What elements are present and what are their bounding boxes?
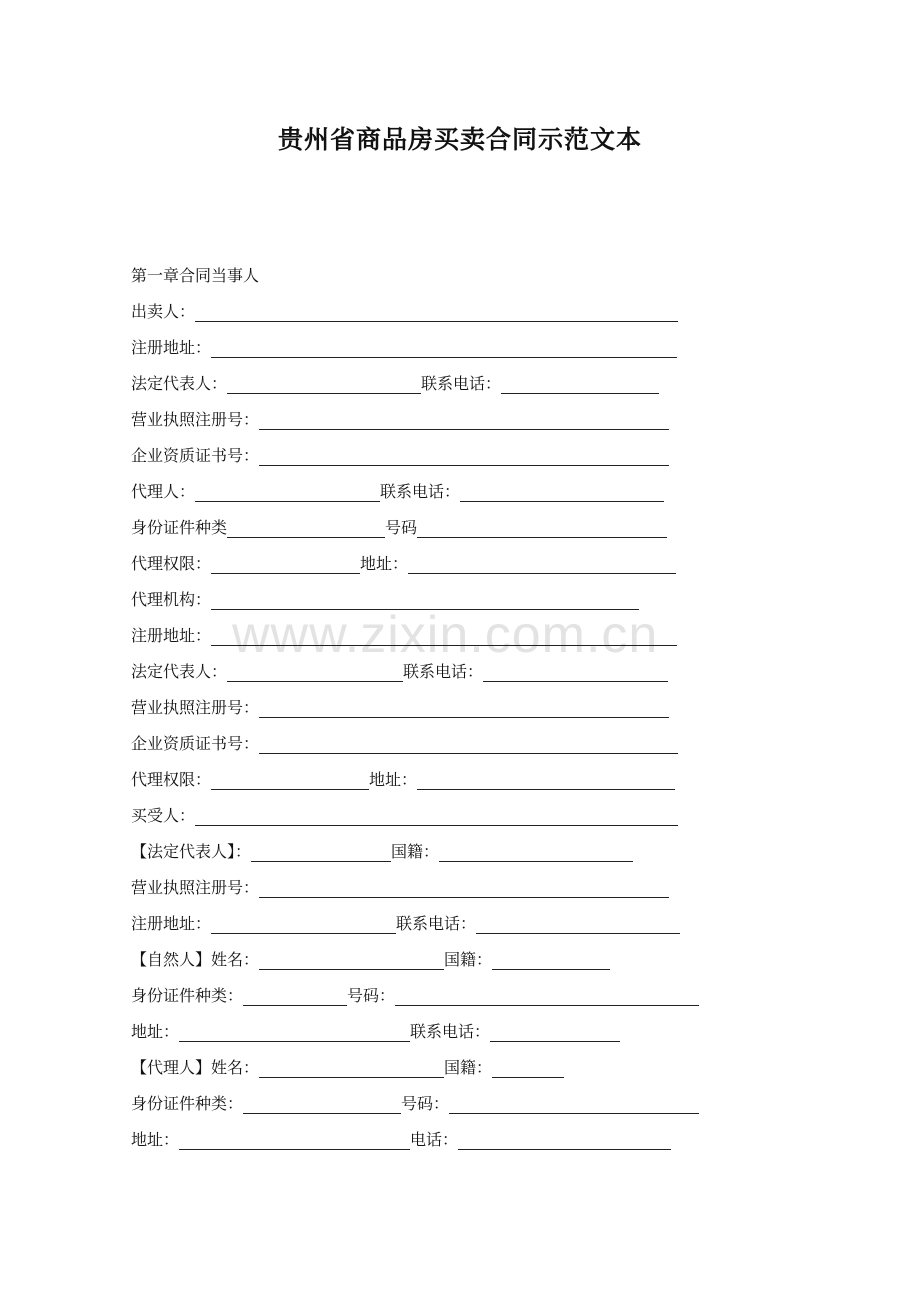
fill-line[interactable] [439,860,633,862]
field-label: 身份证件种类： [131,986,244,1005]
form-row [131,938,731,974]
fill-line[interactable] [179,1040,410,1042]
form-row [131,506,731,542]
field-label: 联系电话： [410,1022,491,1041]
field-label: 代理权限： [131,554,212,573]
form-row [131,974,731,1010]
field-label: 【自然人】姓名： [131,950,260,969]
field-label: 国籍： [391,842,440,861]
fill-line[interactable] [259,1076,444,1078]
field-label: 地址： [131,1130,180,1149]
fill-line[interactable] [243,1004,347,1006]
field-label: 国籍： [444,950,493,969]
fill-line[interactable] [211,644,677,646]
fill-line[interactable] [417,536,667,538]
form-row [131,434,731,470]
field-label: 出卖人： [131,302,196,321]
fill-line[interactable] [227,536,385,538]
fill-line[interactable] [458,1148,671,1150]
form-row [131,290,731,326]
fill-line[interactable] [179,1148,410,1150]
chapter-title: 第一章合同当事人 [131,266,260,285]
fill-line[interactable] [195,824,678,826]
field-label: 注册地址： [131,914,212,933]
field-label: 代理机构： [131,590,212,609]
form-row [131,470,731,506]
form-row [131,1010,731,1046]
form-row [131,902,731,938]
form-row [131,398,731,434]
fill-line[interactable] [417,788,675,790]
chapter-heading [131,260,731,290]
fill-line[interactable] [492,968,610,970]
form-row [131,758,731,794]
field-label: 营业执照注册号： [131,410,260,429]
fill-line[interactable] [259,752,678,754]
fill-line[interactable] [490,1040,620,1042]
fill-line[interactable] [476,932,680,934]
field-label: 号码： [347,986,396,1005]
field-label: 电话： [410,1130,459,1149]
form-body [131,260,731,1154]
fill-line[interactable] [259,464,669,466]
form-row [131,866,731,902]
fill-line[interactable] [211,356,677,358]
fill-line[interactable] [211,608,639,610]
field-label: 联系电话： [380,482,461,501]
form-row [131,614,731,650]
fill-line[interactable] [227,392,421,394]
fill-line[interactable] [395,1004,699,1006]
form-row [131,722,731,758]
form-row [131,1118,731,1154]
fill-line[interactable] [251,860,391,862]
field-label: 【法定代表人】： [131,842,252,861]
fill-line[interactable] [492,1076,564,1078]
field-label: 联系电话： [421,374,502,393]
field-label: 买受人： [131,806,196,825]
form-row [131,686,731,722]
field-label: 国籍： [444,1058,493,1077]
fill-line[interactable] [501,392,659,394]
field-label: 代理权限： [131,770,212,789]
fill-line[interactable] [195,500,380,502]
form-row [131,650,731,686]
field-label: 地址： [360,554,409,573]
form-row [131,830,731,866]
field-label: 注册地址： [131,338,212,357]
field-label: 地址： [369,770,418,789]
fill-line[interactable] [211,572,360,574]
field-label: 营业执照注册号： [131,878,260,897]
fill-line[interactable] [483,680,668,682]
field-label: 营业执照注册号： [131,698,260,717]
field-label: 联系电话： [403,662,484,681]
field-label: 代理人： [131,482,196,501]
field-label: 号码： [401,1094,450,1113]
fill-line[interactable] [460,500,664,502]
form-row [131,542,731,578]
fill-line[interactable] [195,320,678,322]
field-label: 【代理人】姓名： [131,1058,260,1077]
fill-line[interactable] [243,1112,401,1114]
fill-line[interactable] [211,788,369,790]
fill-line[interactable] [408,572,676,574]
document-title: 贵州省商品房买卖合同示范文本 [277,125,642,154]
form-row [131,362,731,398]
form-row [131,1046,731,1082]
fill-line[interactable] [259,716,669,718]
form-row [131,578,731,614]
field-label: 企业资质证书号： [131,446,260,465]
field-label: 地址： [131,1022,180,1041]
field-label: 联系电话： [396,914,477,933]
fill-line[interactable] [259,896,669,898]
field-label: 身份证件种类： [131,1094,244,1113]
form-row [131,794,731,830]
fill-line[interactable] [227,680,403,682]
field-label: 号码 [385,518,418,537]
form-row [131,1082,731,1118]
field-label: 法定代表人： [131,374,228,393]
field-label: 法定代表人： [131,662,228,681]
field-label: 身份证件种类 [131,518,228,537]
field-label: 企业资质证书号： [131,734,260,753]
fill-line[interactable] [259,428,669,430]
fill-line[interactable] [259,968,444,970]
watermark: www.zixin.com.cn [232,606,659,664]
fill-line[interactable] [211,932,396,934]
fill-line[interactable] [449,1112,699,1114]
field-label: 注册地址： [131,626,212,645]
form-row [131,326,731,362]
